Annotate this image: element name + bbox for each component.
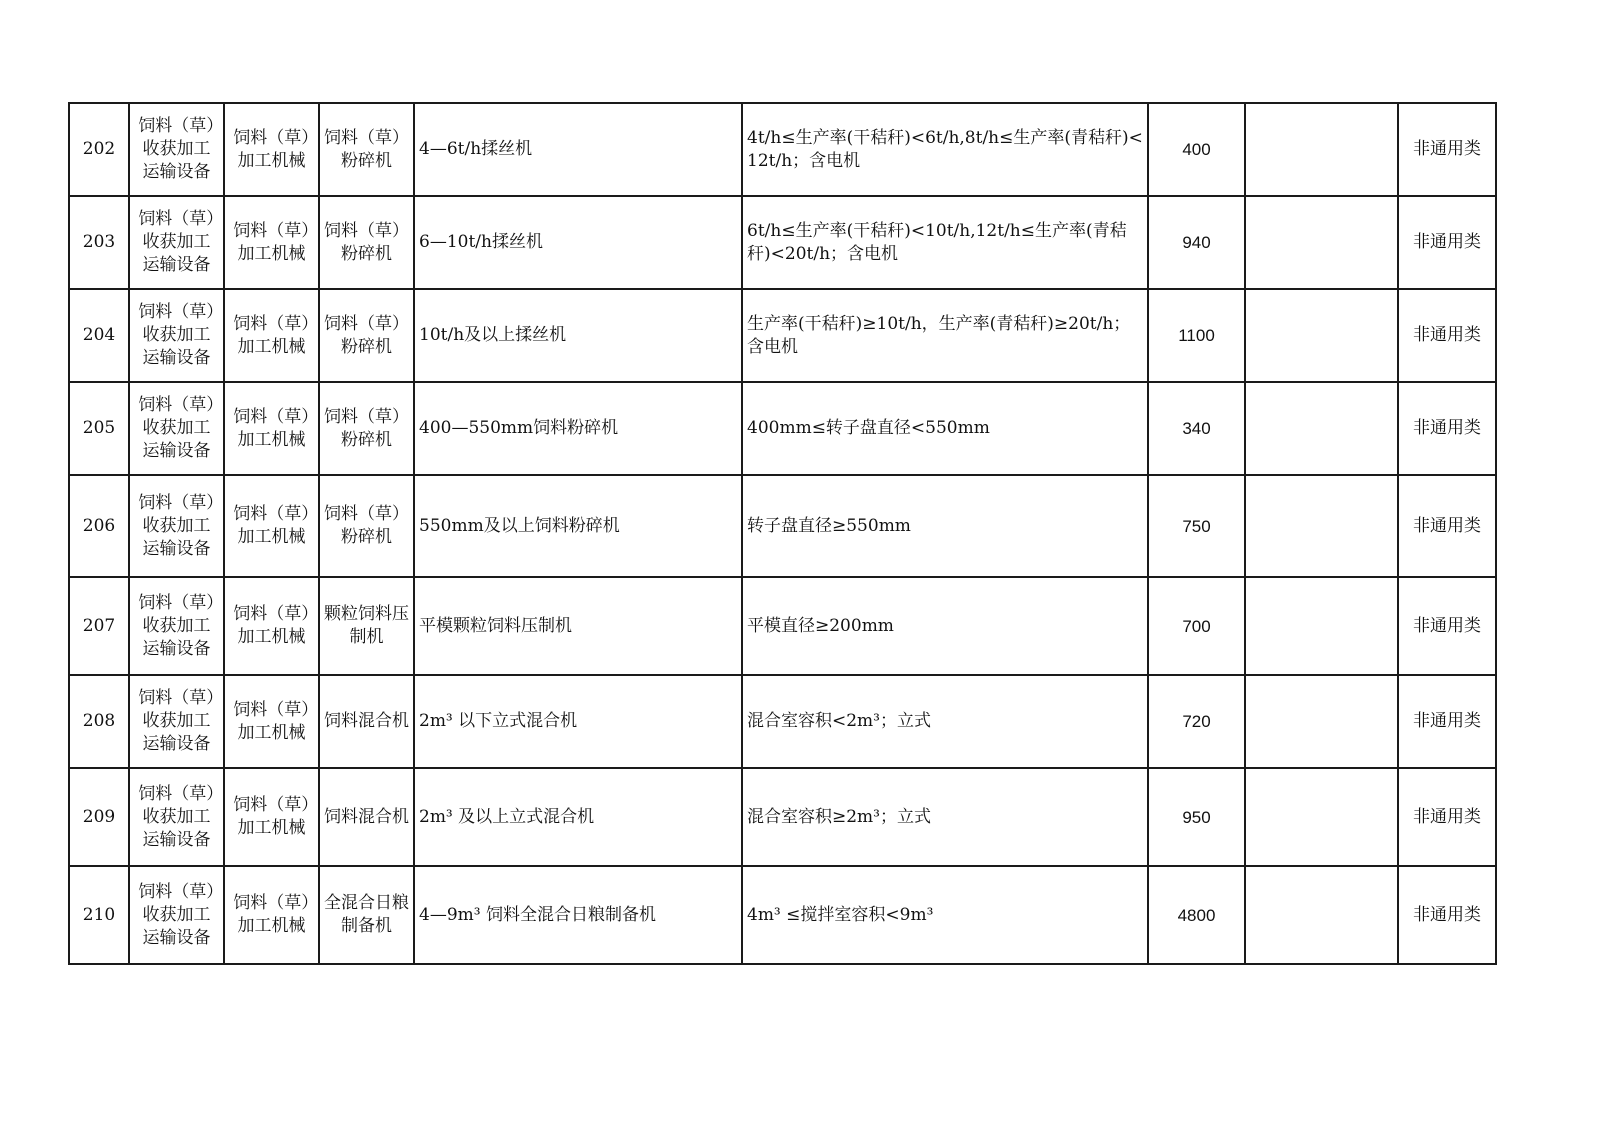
row-number: 204: [69, 289, 129, 382]
note-cell: [1245, 475, 1398, 577]
grade-name-cell: 6—10t/h揉丝机: [414, 196, 742, 289]
subsidy-amount-cell: 700: [1148, 577, 1245, 675]
subsidy-amount-cell: 720: [1148, 675, 1245, 768]
table-row: [69, 382, 1496, 475]
table-row: [69, 768, 1496, 866]
grade-name-cell: 550mm及以上饲料粉碎机: [414, 475, 742, 577]
subcategory-cell: 饲料（草）加工机械: [224, 289, 319, 382]
category-cell: 饲料（草）收获加工运输设备: [129, 475, 224, 577]
grade-name-cell: 10t/h及以上揉丝机: [414, 289, 742, 382]
note-cell: [1245, 768, 1398, 866]
spec-cell: 混合室容积≥2m³；立式: [742, 768, 1148, 866]
item-cell: 饲料混合机: [319, 768, 414, 866]
table-body: [69, 103, 1496, 964]
subsidy-amount-cell: 750: [1148, 475, 1245, 577]
table-row: [69, 196, 1496, 289]
category-cell: 饲料（草）收获加工运输设备: [129, 577, 224, 675]
table-row: [69, 866, 1496, 964]
subcategory-cell: 饲料（草）加工机械: [224, 866, 319, 964]
row-number: 203: [69, 196, 129, 289]
table-row: [69, 675, 1496, 768]
grade-name-cell: 4—9m³ 饲料全混合日粮制备机: [414, 866, 742, 964]
note-cell: [1245, 675, 1398, 768]
category-cell: 饲料（草）收获加工运输设备: [129, 289, 224, 382]
row-number: 209: [69, 768, 129, 866]
category-cell: 饲料（草）收获加工运输设备: [129, 675, 224, 768]
note-cell: [1245, 577, 1398, 675]
spec-cell: 平模直径≥200mm: [742, 577, 1148, 675]
subsidy-amount-cell: 1100: [1148, 289, 1245, 382]
row-number: 210: [69, 866, 129, 964]
row-number: 207: [69, 577, 129, 675]
subsidy-amount-cell: 340: [1148, 382, 1245, 475]
type-cell: 非通用类: [1398, 675, 1496, 768]
grade-name-cell: 2m³ 以下立式混合机: [414, 675, 742, 768]
type-cell: 非通用类: [1398, 866, 1496, 964]
type-cell: 非通用类: [1398, 289, 1496, 382]
subsidy-amount-cell: 940: [1148, 196, 1245, 289]
subsidy-amount-cell: 950: [1148, 768, 1245, 866]
spec-cell: 生产率(干秸秆)≥10t/h，生产率(青秸秆)≥20t/h；含电机: [742, 289, 1148, 382]
item-cell: 饲料混合机: [319, 675, 414, 768]
note-cell: [1245, 382, 1398, 475]
subsidy-amount-cell: 4800: [1148, 866, 1245, 964]
subcategory-cell: 饲料（草）加工机械: [224, 675, 319, 768]
equipment-table: [68, 102, 1497, 965]
row-number: 206: [69, 475, 129, 577]
table-row: [69, 577, 1496, 675]
note-cell: [1245, 196, 1398, 289]
row-number: 202: [69, 103, 129, 196]
note-cell: [1245, 103, 1398, 196]
category-cell: 饲料（草）收获加工运输设备: [129, 382, 224, 475]
spec-cell: 4t/h≤生产率(干秸秆)<6t/h,8t/h≤生产率(青秸秆)<12t/h；含电机: [742, 103, 1148, 196]
note-cell: [1245, 866, 1398, 964]
grade-name-cell: 2m³ 及以上立式混合机: [414, 768, 742, 866]
table-row: [69, 289, 1496, 382]
table-row: [69, 103, 1496, 196]
spec-cell: 混合室容积<2m³；立式: [742, 675, 1148, 768]
grade-name-cell: 平模颗粒饲料压制机: [414, 577, 742, 675]
grade-name-cell: 400—550mm饲料粉碎机: [414, 382, 742, 475]
type-cell: 非通用类: [1398, 768, 1496, 866]
item-cell: 全混合日粮制备机: [319, 866, 414, 964]
spec-cell: 6t/h≤生产率(干秸秆)<10t/h,12t/h≤生产率(青秸秆)<20t/h；含电机: [742, 196, 1148, 289]
type-cell: 非通用类: [1398, 382, 1496, 475]
table-row: [69, 475, 1496, 577]
spec-cell: 4m³ ≤搅拌室容积<9m³: [742, 866, 1148, 964]
grade-name-cell: 4—6t/h揉丝机: [414, 103, 742, 196]
row-number: 205: [69, 382, 129, 475]
category-cell: 饲料（草）收获加工运输设备: [129, 768, 224, 866]
item-cell: 饲料（草）粉碎机: [319, 382, 414, 475]
category-cell: 饲料（草）收获加工运输设备: [129, 196, 224, 289]
category-cell: 饲料（草）收获加工运输设备: [129, 866, 224, 964]
item-cell: 饲料（草）粉碎机: [319, 103, 414, 196]
subcategory-cell: 饲料（草）加工机械: [224, 196, 319, 289]
note-cell: [1245, 289, 1398, 382]
item-cell: 颗粒饲料压制机: [319, 577, 414, 675]
subcategory-cell: 饲料（草）加工机械: [224, 382, 319, 475]
item-cell: 饲料（草）粉碎机: [319, 289, 414, 382]
spec-cell: 转子盘直径≥550mm: [742, 475, 1148, 577]
type-cell: 非通用类: [1398, 475, 1496, 577]
type-cell: 非通用类: [1398, 196, 1496, 289]
subcategory-cell: 饲料（草）加工机械: [224, 103, 319, 196]
type-cell: 非通用类: [1398, 577, 1496, 675]
type-cell: 非通用类: [1398, 103, 1496, 196]
subcategory-cell: 饲料（草）加工机械: [224, 475, 319, 577]
subcategory-cell: 饲料（草）加工机械: [224, 577, 319, 675]
spec-cell: 400mm≤转子盘直径<550mm: [742, 382, 1148, 475]
item-cell: 饲料（草）粉碎机: [319, 475, 414, 577]
subcategory-cell: 饲料（草）加工机械: [224, 768, 319, 866]
category-cell: 饲料（草）收获加工运输设备: [129, 103, 224, 196]
subsidy-amount-cell: 400: [1148, 103, 1245, 196]
row-number: 208: [69, 675, 129, 768]
item-cell: 饲料（草）粉碎机: [319, 196, 414, 289]
